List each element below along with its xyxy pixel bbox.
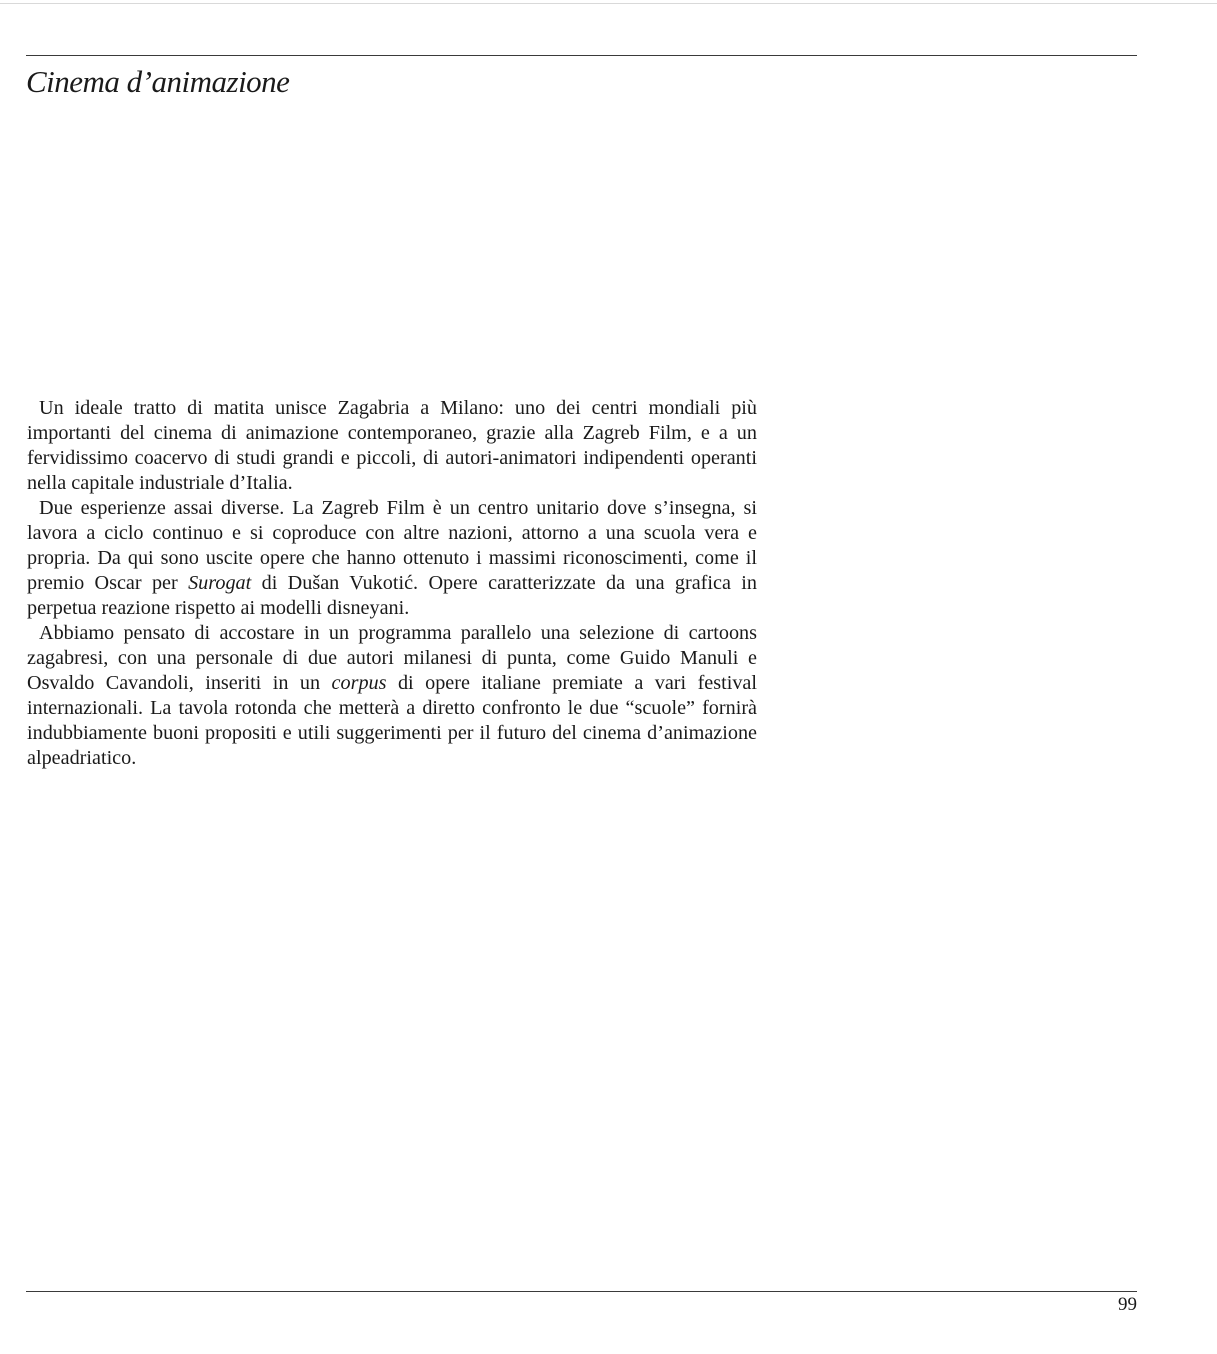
footer-rule: [26, 1291, 1137, 1292]
page-number: 99: [1118, 1294, 1137, 1315]
paragraph-2: [27, 496, 757, 621]
term-corpus: corpus: [331, 672, 387, 694]
article-body: [27, 396, 757, 771]
paragraph-1-text: Un ideale tratto di matita unisce Zagabria a Milano: uno dei centri mondiali più importanti del cinema di animazione contemporaneo, grazie alla Zagreb Film, e a un fervidissimo coacervo di studi grandi e piccoli, di autori-animatori indipendenti operanti nella capitale industriale d’Italia.: [27, 397, 757, 494]
paragraph-2-text-b: di Dušan Vukotić. Opere caratterizzate da una grafica in perpetua reazione rispetto ai modelli disneyani.: [27, 572, 757, 619]
section-title: Cinema d’animazione: [26, 64, 290, 99]
paragraph-3-text-b: di opere italiane premiate a vari festival internazionali. La tavola rotonda che metterà a diretto confronto le due “scuole” fornirà indubbiamente buoni propositi e utili suggerimenti per il futuro del cinema d’animazione alpeadriatico.: [27, 672, 757, 769]
paragraph-1: [27, 396, 757, 496]
paragraph-3: [27, 621, 757, 771]
film-title-surogat: Surogat: [188, 572, 252, 594]
page-top-edge: [0, 3, 1217, 4]
header-rule: [26, 55, 1137, 56]
paragraph-3-text-a: Abbiamo pensato di accostare in un programma parallelo una selezione di cartoons zagabresi, con una personale di due autori milanesi di punta, come Guido Manuli e Osvaldo Cavandoli, inseriti in un: [27, 622, 757, 694]
paragraph-2-text-a: Due esperienze assai diverse. La Zagreb Film è un centro unitario dove s’insegna, si lavora a ciclo continuo e si coproduce con altre nazioni, attorno a una scuola vera e propria. Da qui sono uscite opere che hanno ottenuto i massimi riconoscimenti, come il premio Oscar per: [27, 497, 757, 594]
